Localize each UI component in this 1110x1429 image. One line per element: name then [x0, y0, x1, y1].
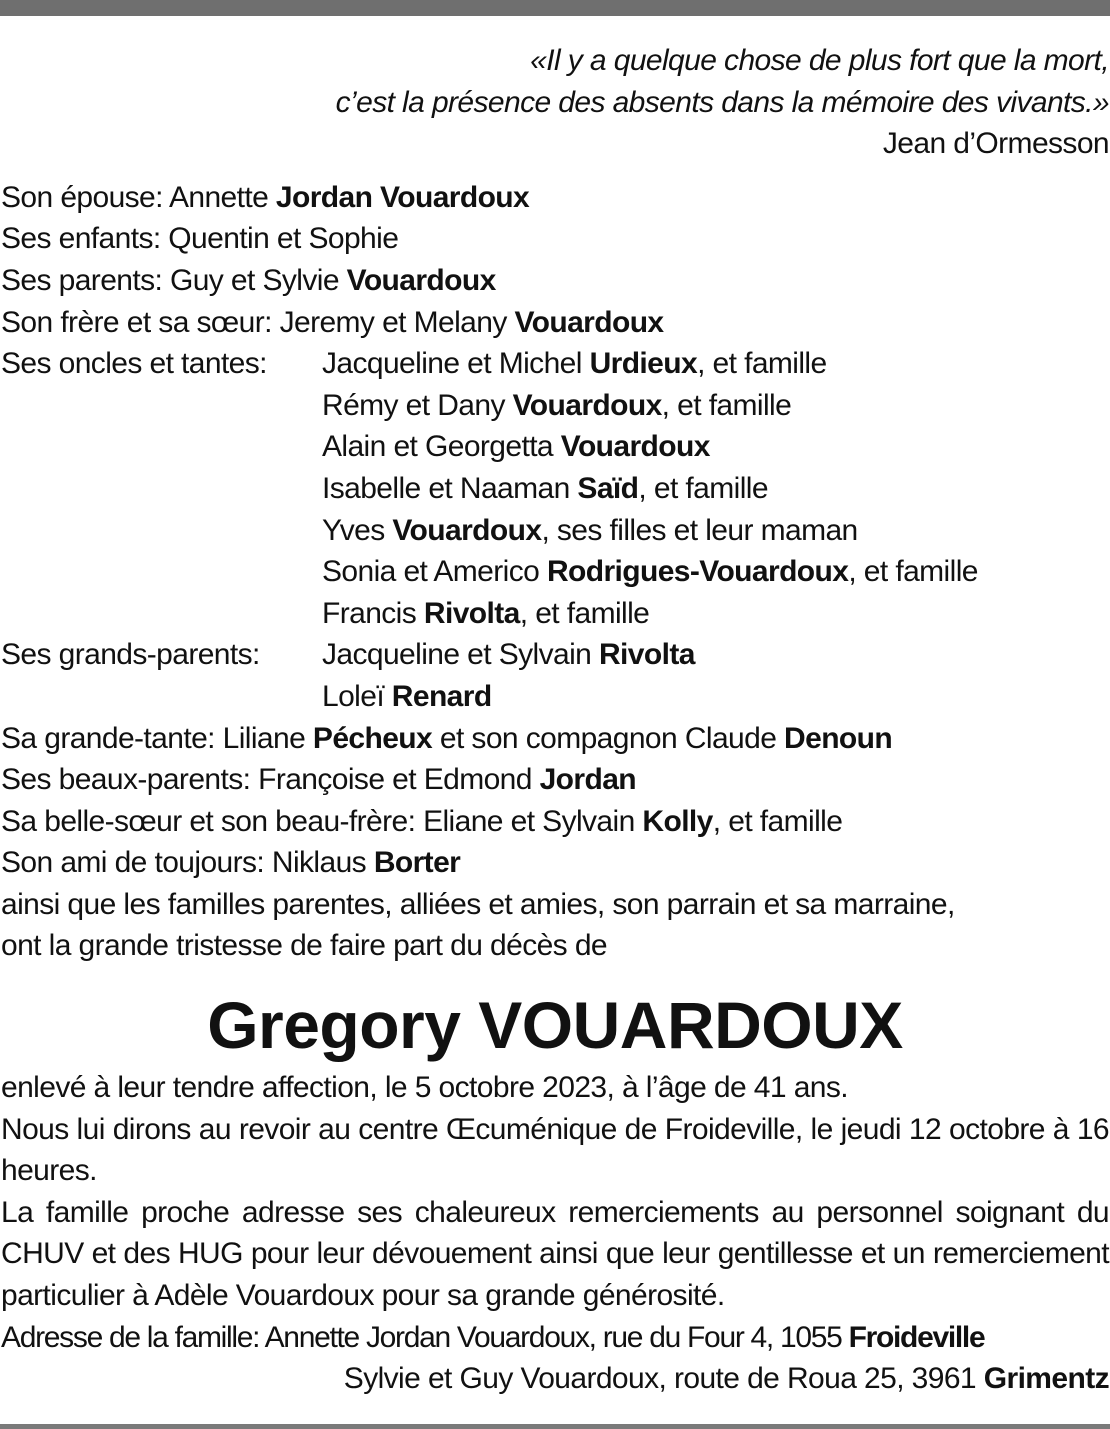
top-rule: [0, 0, 1110, 16]
uncle-item: Sonia et Americo Rodrigues-Vouardoux, et famille: [322, 555, 978, 589]
quote-line-2: c’est la présence des absents dans la mémoire des vivants.»: [335, 85, 1109, 119]
uncle-item: Francis Rivolta, et famille: [322, 596, 650, 630]
uncle-item: Yves Vouardoux, ses filles et leur maman: [322, 513, 858, 547]
uncle-item: Isabelle et Naaman Saïd, et famille: [322, 471, 768, 505]
uncles-line: Ses oncles et tantes: Jacqueline et Michel Urdieux, et famille: [1, 343, 1109, 385]
epigraph: [1, 40, 1109, 165]
uncle-item: Rémy et Dany Vouardoux, et famille: [322, 388, 792, 422]
closing-line-1: ainsi que les familles parentes, alliées et amies, son parrain et sa marraine,: [1, 887, 955, 921]
quote-line-1: «Il y a quelque chose de plus fort que la mort,: [530, 44, 1109, 77]
grandparents-line: Ses grands-parents: Jacqueline et Sylvain Rivolta: [1, 634, 1109, 676]
children-line: Ses enfants: Quentin et Sophie: [1, 222, 399, 256]
in-laws-line: Ses beaux-parents: Françoise et Edmond Jordan: [1, 763, 636, 797]
siblings-line: Son frère et sa sœur: Jeremy et Melany Vouardoux: [1, 305, 664, 339]
quote-author: Jean d’Ormesson: [882, 127, 1109, 161]
family-address-line-2: Sylvie et Guy Vouardoux, route de Roua 25, 3961 Grimentz: [343, 1362, 1109, 1396]
death-date-paragraph: enlevé à leur tendre affection, le 5 octobre 2023, à l’âge de 41 ans.: [1, 1071, 849, 1105]
family-address-line-1: Adresse de la famille: Annette Jordan Vouardoux, rue du Four 4, 1055 Froideville: [1, 1320, 985, 1354]
parents-line: Ses parents: Guy et Sylvie Vouardoux: [1, 263, 496, 297]
great-aunt-line: Sa grande-tante: Liliane Pécheux et son compagnon Claude Denoun: [1, 721, 893, 755]
siblings-in-law-line: Sa belle-sœur et son beau-frère: Eliane et Sylvain Kolly, et famille: [1, 804, 843, 838]
obituary-notice: [1, 40, 1109, 1400]
friend-line: Son ami de toujours: Niklaus Borter: [1, 846, 461, 880]
uncle-item: Alain et Georgetta Vouardoux: [322, 430, 710, 464]
deceased-name: Gregory VOUARDOUX: [207, 988, 903, 1063]
bottom-rule: [0, 1424, 1110, 1429]
grandparents-label: Ses grands-parents:: [1, 638, 260, 672]
uncles-label: Ses oncles et tantes:: [1, 347, 267, 381]
closing-line-2: ont la grande tristesse de faire part du décès de: [1, 929, 607, 963]
spouse-line: Son épouse: Annette Jordan Vouardoux: [1, 180, 530, 214]
thanks-paragraph: La famille proche adresse ses chaleureux remerciements au personnel soignant du CHUV et des HUG pour leur dévouement ainsi que leur gentillesse et un remerciement particulier à Adèle Vouardoux pour sa grande générosité.: [1, 1195, 1109, 1313]
grandparent-item: Loleï Renard: [322, 679, 492, 713]
ceremony-paragraph: Nous lui dirons au revoir au centre Œcuménique de Froideville, le jeudi 12 octobre à 16 heures.: [1, 1112, 1109, 1188]
